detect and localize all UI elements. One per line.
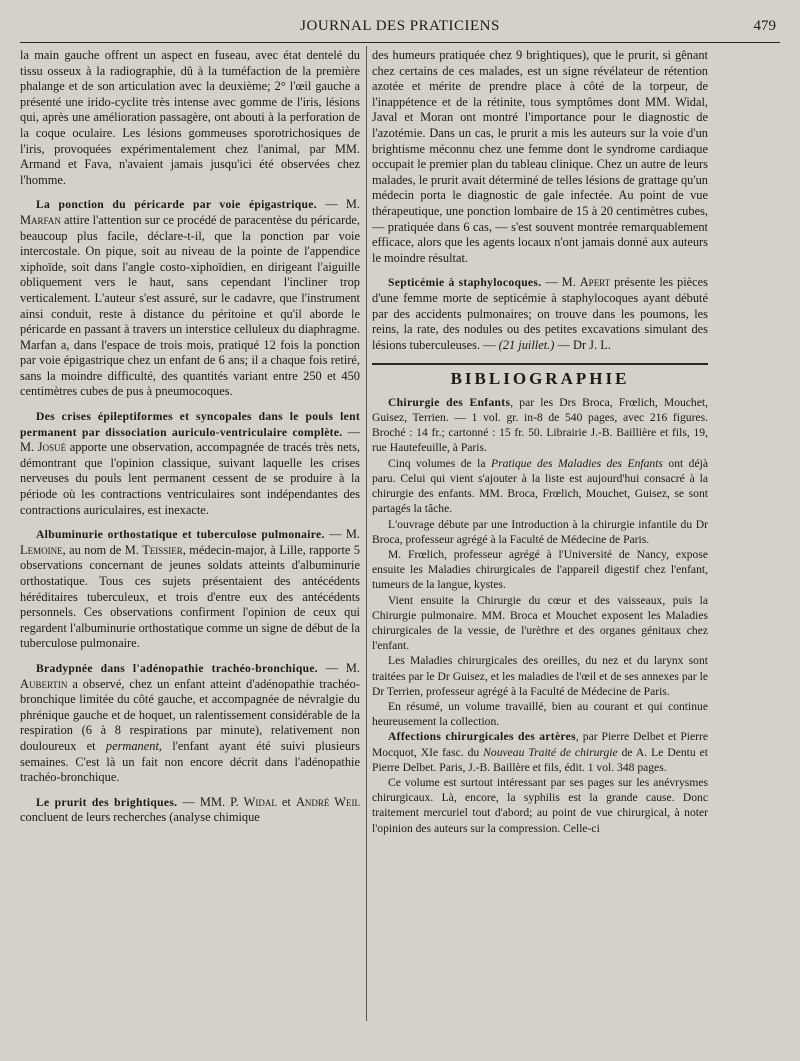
article-body: présente les pièces d'une femme morte de septicémie à staphylocoques ayant débuté par des accidents pulmonaires; on trouve dans les poumons, les reins, la rate, des nodules ou des petites excavations simulant des lésions tuberculeuses. <box>372 275 708 352</box>
article-text: , au nom de M. <box>62 542 139 557</box>
article-title: Des crises épileptiformes et syncopales dans le pouls lent permanent par dissociation auriculo-ventriculaire complète. <box>20 410 360 439</box>
book-title: Affections chirurgicales des artères <box>388 730 576 744</box>
article-bradypnee: Bradypnée dans l'adénopathie trachéo-bronchique. — M. Aubertin a observé, chez un enfant atteint d'adénopathie trachéo-bronchique limitée du côté gauche, et accompagnée de névralgie du phrénique gauche et de hoquet, un ralentissement considérable de la respiration (6 à 8 respirations par minute), relativement non douloureux et permanent, l'enfant ayant été suivi plusieurs semaines. C'est là un fait non encore décrit dans l'adénopathie trachéo-bronchique. <box>20 660 360 785</box>
italic-word: permanent <box>105 738 159 753</box>
article-date: (21 juillet.) <box>498 337 555 352</box>
author-name: Lemoine <box>20 542 63 557</box>
article-body: attire l'attention sur ce procédé de paracentèse du péricarde, beaucoup plus facile, déclare-t-il, que la ponction par voie intercostale. On pique, soit au niveau de la pointe de l'appendice xiphoïde, soit dans l'angle costo-xiphoïdien, en dirigeant l'aiguille obliquement vers le haut, sans cependant l'incliner trop verticalement. L'auteur s'est assuré, sur le cadavre, que l'instrument ainsi conduit, reste à distance du péritoine et qu'il aborde le péricarde en passant à travers un interstice celluleux du diaphragme. Marfan a, dans l'espace de trois mois, pratiqué 12 fois la ponction par voie épigastrique chez un enfant de 6 ans; il a chaque fois retiré, sans la moindre difficulté, des quantités variant entre 250 et 450 centimètres cubes de pus à pneumocoques. <box>20 212 360 399</box>
article-title: Le prurit des brightiques. <box>36 795 178 809</box>
author-name: Apert <box>579 275 611 290</box>
book-details: — 1 vol. gr. in-8 de 540 pages, avec 216 figures. Broché : 14 fr.; cartonné : 15 fr. 50. Librairie J.-B. Baillière et fils, 19, rue Hautefeuille, à Paris. <box>372 411 708 455</box>
article-body: apporte une observation, accompagnée de tracés très nets, démontrant que l'opinion classique, suivant laquelle les crises nerveuses du pouls lent permanent cessent de se produire à la période où les contractions ventriculaires sont indépendantes des contractions auriculaires, est inexacte. <box>20 440 360 517</box>
running-title: JOURNAL DES PRATICIENS <box>300 18 500 34</box>
article-body: concluent de leurs recherches (analyse chimique <box>20 810 260 825</box>
article-body: , médecin-major, à Lille, rapporte 5 observations concernant de jeunes soldats atteints d'albuminurie orthostatique. Tous ces sujets présentaient des antécédents héréditaires tuberculeux, et trois d'entre eux des antécédents personnels. Ces observations confirment l'opinion de ceux qui regardent l'albuminurie orthostatique comme un signe de début de la tuberculose pulmonaire. <box>20 542 360 651</box>
author-name: Josué <box>37 440 67 455</box>
author-name: P. Widal <box>230 794 277 809</box>
series-title: Nouveau Traité de chirurgie <box>483 745 618 759</box>
article-septicemie: Septicémie à staphylocoques. — M. Apert présente les pièces d'une femme morte de septicémie à staphylocoques ayant débuté par des accidents pulmonaires; on trouve dans les poumons, les reins, la rate, des nodules ou des petites excavations simulant des lésions tuberculeuses. — (21 juillet.) — Dr J. L. <box>372 275 708 352</box>
article-title: Septicémie à staphylocoques. <box>388 276 542 290</box>
book-entry <box>372 729 708 775</box>
article-signature: — Dr J. L. <box>557 337 611 352</box>
left-column <box>20 48 360 826</box>
series-title: Pratique des Maladies des Enfants <box>491 456 663 470</box>
article-body-end: , l'enfant ayant été suivi plusieurs semaines. C'est là un fait non encore décrit dans l'adénopathie trachéo-bronchique. <box>20 738 360 785</box>
book-entry <box>372 395 708 456</box>
author-name: Aubertin <box>20 676 68 691</box>
review-paragraph: L'ouvrage débute par une Introduction à la chirurgie infantile du Dr Broca, professeur agrégé à la Faculté de Médecine de Paris. <box>372 517 708 546</box>
book-authors: , par les Drs Broca, Frœlich, Mouchet, Guisez, Terrien. <box>372 395 708 425</box>
review-paragraph <box>372 456 708 517</box>
book-authors: , par Pierre Delbet et Pierre Mocquot, XIe fasc. du <box>372 730 708 759</box>
review-paragraph: Ce volume est surtout intéressant par ses pages sur les anévrysmes chirurgicaux. Là, encore, la syphilis est la grande cause. Donc traitement mercuriel tout d'abord; au point de vue chirurgical, à noter l'opinion des auteurs sur la compression. Celle-ci <box>372 775 708 835</box>
article-crises-epileptiformes: Des crises épileptiformes et syncopales dans le pouls lent permanent par dissociation auriculo-ventriculaire complète. — M. Josué apporte une observation, accompagnée de tracés très nets, démontrant que l'opinion classique, suivant laquelle les crises nerveuses du pouls lent permanent cessent de se produire à la période où les contractions ventriculaires sont indépendantes des contractions auriculaires, est inexacte. <box>20 410 360 517</box>
article-prurit: Le prurit des brightiques. — MM. P. Widal et André Weil concluent de leurs recherches (analyse chimique <box>20 794 360 825</box>
book-details: de A. Le Dentu et Pierre Delbet. Paris, J.-B. Baillère et fils, édit. 1 vol. 348 pages. <box>372 745 708 774</box>
article-body: a observé, chez un enfant atteint d'adénopathie trachéo-bronchique limitée du côté gauche, et accompagnée de névralgie du phrénique gauche et de hoquet, un ralentissement considérable de la respiration (6 à 8 respirations par minute), relativement non douloureux et <box>20 676 360 753</box>
review-paragraph: Les Maladies chirurgicales des oreilles, du nez et du larynx sont traitées par le Dr Guisez, et les maladies de l'œil et de ses annexes par le Dr Terrien, professeur agrégé à la Faculté de Médecine de Paris. <box>372 654 708 698</box>
article-title: Bradypnée dans l'adénopathie trachéo-bronchique. <box>36 661 318 675</box>
bibliography-section <box>372 395 708 836</box>
book-title: Chirurgie des Enfants <box>388 395 511 409</box>
continued-paragraph: des humeurs pratiquée chez 9 brightiques), que le prurit, si gênant chez certains de ces malades, est un signe révélateur de rétention azotée et mérite de prendre place à côté de la torpeur, de l'inappétence et de la rétinite, tous symptômes dont MM. Widal, Javal et Moran ont montré l'importance pour le diagnostic de l'azotémie. Dans un cas, le prurit a mis les auteurs sur la voie d'un brightisme méconnu chez une femme dont le syndrome cardiaque occupait le premier plan du tableau clinique. Chez un autre de leurs malades, le prurit avait déterminé de telles lésions de grattage qu'un médecin porta le diagnostic de gale infectée. Au point de vue thérapeutique, une ponction lombaire de 15 à 20 centimètres cubes, — pratiquée dans 6 cas, — s'est souvent montrée remarquablement efficace, alors que les agents locaux n'ont jamais donné aux auteurs le moindre résultat. <box>372 48 708 265</box>
conjunction: et <box>281 794 291 809</box>
right-column <box>372 48 708 836</box>
article-title: La ponction du péricarde par voie épigastrique. <box>36 198 317 212</box>
review-text: ont déjà paru. Celui qui vient s'ajouter à la liste est aujourd'hui consacré à la chirurgie des enfants. MM. Broca, Frœlich, Mouchet, Guisez, se sont partagés la tâche. <box>372 456 708 516</box>
review-paragraph: Vient ensuite la Chirurgie du cœur et des vaisseaux, puis la Chirurgie pulmonaire. MM. Broca et Mouchet exposent les Maladies chirurgicales de la vessie, de l'urèthre et des organes génitaux chez l'enfant. <box>372 593 708 653</box>
review-text: Cinq volumes de la <box>388 456 486 470</box>
article-pericarde: La ponction du péricarde par voie épigastrique. — M. Marfan attire l'attention sur ce procédé de paracentèse du péricarde, beaucoup plus facile, déclare-t-il, que la ponction par voie intercostale. On pique, soit au niveau de la pointe de l'appendice xiphoïde, soit dans l'angle costo-xiphoïdien, en dirigeant l'aiguille obliquement vers le haut, sans cependant l'incliner trop verticalement. L'auteur s'est assuré, sur le cadavre, que l'instrument ainsi conduit, reste à distance du péritoine et qu'il aborde le péricarde en passant à travers un interstice celluleux du diaphragme. Marfan a, dans l'espace de trois mois, pratiqué 12 fois la ponction par voie épigastrique chez un enfant de 6 ans; il a chaque fois retiré, sans la moindre difficulté, des quantités variant entre 250 et 450 centimètres cubes de pus à pneumocoques. <box>20 197 360 399</box>
page-header <box>20 14 780 43</box>
review-paragraph: M. Frœlich, professeur agrégé à l'Université de Nancy, expose ensuite les Maladies chirurgicales de l'appareil digestif chez l'enfant, tumeurs de la langue, kystes. <box>372 547 708 592</box>
author-name: André Weil <box>295 794 360 809</box>
review-paragraph: En résumé, un volume travaillé, bien au courant et qui continue heureusement la collection. <box>372 699 708 729</box>
bibliography-heading: BIBLIOGRAPHIE <box>372 363 708 387</box>
continued-paragraph: la main gauche offrent un aspect en fuseau, avec état dentelé du tissu osseux à la radiographie, dû à la tuméfaction de la première phalange et de son articulation avec la deuxième; 2° l'œil gauche a présenté une irido-cyclite très intense avec gomme de l'iris, lésions qui, après une amélioration passagère, ont abouti à la perforation de la coque oculaire. Les lésions gommeuses sporotrichosiques de l'iris, provoquées expérimentalement chez l'animal, par MM. Armand et Fava, n'avaient jamais jusqu'ici été observées chez l'homme. <box>20 48 360 187</box>
author-name: Marfan <box>20 212 61 227</box>
author-name: Teissier <box>142 542 183 557</box>
article-albuminurie: Albuminurie orthostatique et tuberculose pulmonaire. — M. Lemoine, au nom de M. Teissier, médecin-major, à Lille, rapporte 5 observations concernant de jeunes soldats atteints d'albuminurie orthostatique. Tous ces sujets présentaient des antécédents héréditaires tuberculeux, et trois d'entre eux des antécédents personnels. Ces observations confirment l'opinion de ceux qui regardent l'albuminurie orthostatique comme un signe de début de la tuberculose pulmonaire. <box>20 527 361 651</box>
page-number: 479 <box>753 18 776 34</box>
article-title: Albuminurie orthostatique et tuberculose pulmonaire. <box>36 528 325 542</box>
column-divider <box>366 46 367 1021</box>
